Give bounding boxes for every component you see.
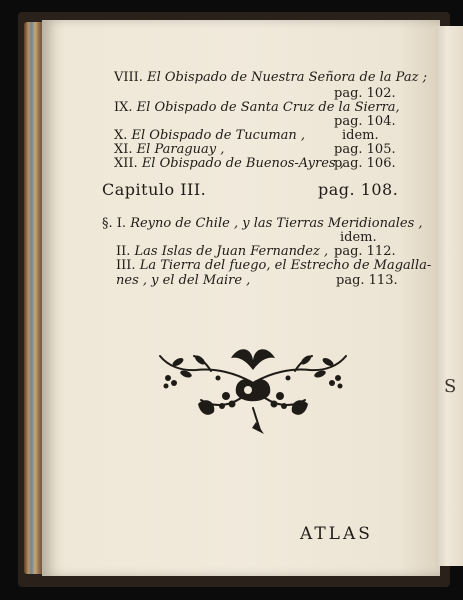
toc-title: El Obispado de Santa Cruz de la Sierra,	[136, 100, 400, 115]
toc-entry-11	[114, 142, 224, 157]
item-page: pag. 113.	[336, 273, 398, 288]
toc-page: idem.	[342, 128, 379, 143]
item-number: II.	[116, 244, 131, 259]
toc-page: pag. 105.	[334, 142, 396, 157]
toc-title: El Obispado de Nuestra Señora de la Paz ;	[147, 70, 427, 85]
item-title: Reyno de Chile , y las Tierras Meridionales ,	[130, 216, 423, 231]
chapter-heading: Capitulo III.	[102, 180, 207, 199]
chapter-item-3	[116, 258, 431, 273]
item-page: idem.	[340, 230, 377, 245]
toc-entry-10	[114, 128, 305, 143]
toc-number: VIII.	[114, 70, 143, 85]
edge-letter: S	[444, 376, 457, 397]
toc-title: El Obispado de Tucuman ,	[131, 128, 306, 143]
item-title: Las Islas de Juan Fernandez ,	[134, 244, 329, 259]
floral-ornament-icon	[156, 338, 350, 438]
toc-number: IX.	[114, 100, 133, 115]
toc-number: X.	[114, 128, 128, 143]
toc-number: XI.	[114, 142, 133, 157]
facing-page-edge	[436, 26, 463, 566]
toc-entry-8	[114, 70, 427, 85]
chapter-page: pag. 108.	[318, 180, 399, 199]
toc-title: El Obispado de Buenos-Ayres ,	[141, 156, 344, 171]
chapter-item-2	[116, 244, 328, 259]
catchword: ATLAS	[300, 524, 373, 544]
item-page: pag. 112.	[334, 244, 396, 259]
item-title: La Tierra del fuego, el Estrecho de Magalla-	[139, 258, 432, 273]
toc-title: El Paraguay ,	[136, 142, 225, 157]
toc-page: pag. 106.	[334, 156, 396, 171]
item-number: III.	[116, 258, 136, 273]
chapter-item-1	[102, 216, 423, 231]
toc-page: pag. 104.	[334, 114, 396, 129]
toc-page: pag. 102.	[334, 86, 396, 101]
toc-number: XII.	[114, 156, 138, 171]
toc-entry-12	[114, 156, 344, 171]
item-title-continued: nes , y el del Maire ,	[116, 273, 251, 288]
item-number: §. I.	[102, 216, 127, 231]
toc-entry-9	[114, 100, 400, 115]
